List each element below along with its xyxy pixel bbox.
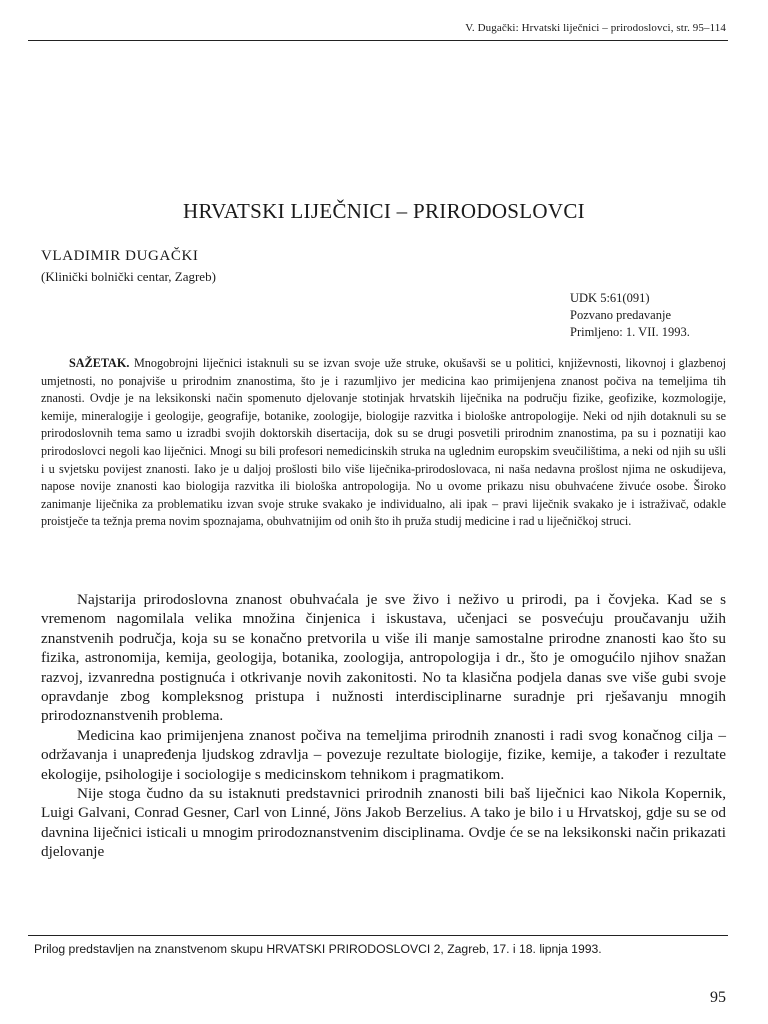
received-date: Primljeno: 1. VII. 1993.: [570, 325, 690, 339]
footnote-divider: [28, 935, 728, 936]
body-paragraph-2: Medicina kao primijenjena znanost počiva na temeljima prirodnih znanosti i radi svog konačnog cilja – održavanja i unapređenja ljudskog zdravlja – povezuje rezultate biologije, fizike, kemije, a također i rezultate ekologije, psihologije i sociologije s medicinskom tehnikom i pragmatikom.: [41, 726, 726, 783]
body-paragraph-1: Najstarija prirodoslovna znanost obuhvaćala je sve živo i neživo u prirodi, pa i čovjeka. Kad se s vremenom nagomilala velika množina činjenica i iskustava, učenjaci se posvećuju proučavanju užih znanstvenih područja, koja su se konačno pretvorila u više ili manje samostalne prirodne znanosti kao što su fizika, astronomija, kemija, geologija, botanika, zoologija, antropologija i dr., što je omogućilo njihov snažan razvoj, izvanredna postignuća i otkrivanje novih zakonitosti. No ta klasična podjela danas sve više gubi svoje opravdanje zbog kompleksnog pristupa i nužnosti interdisciplinarne suradnje pri rješavanju mnogih prirodoznanstvenih problema.: [41, 591, 726, 725]
udk-code: UDK 5:61(091): [570, 291, 650, 305]
abstract: [41, 355, 726, 531]
running-head: V. Dugački: Hrvatski liječnici – prirodoslovci, str. 95–114: [465, 22, 726, 34]
abstract-label: SAŽETAK.: [69, 356, 130, 370]
body-text: [41, 590, 726, 862]
body-paragraph-3: Nije stoga čudno da su istaknuti predstavnici prirodnih znanosti bili baš liječnici kao Nikola Kopernik, Luigi Galvani, Conrad Gesner, Carl von Linné, Jöns Jakob Berzelius. A tako je bilo i u Hrvatskoj, gdje su se od davnina liječnici isticali u mnogim prirodoznanstvenim disciplinama. Ovdje će se na leksikonski način prikazati djelovanje: [41, 785, 726, 861]
footnote: Prilog predstavljen na znanstvenom skupu HRVATSKI PRIRODOSLOVCI 2, Zagreb, 17. i 18. lipnja 1993.: [34, 942, 602, 956]
author-affiliation: (Klinički bolnički centar, Zagreb): [41, 269, 216, 284]
author-name: VLADIMIR DUGAČKI: [41, 248, 199, 264]
paper-type: Pozvano predavanje: [570, 308, 672, 322]
header-divider: [28, 40, 728, 41]
paper-title: HRVATSKI LIJEČNICI – PRIRODOSLOVCI: [183, 199, 585, 223]
paper-metadata: [570, 290, 690, 341]
page-number: 95: [710, 989, 726, 1006]
abstract-text: Mnogobrojni liječnici istaknuli su se izvan svoje uže struke, okušavši se u politici, književnosti, likovnoj i glazbenoj umjetnosti, no ponajviše u prirodnim znanostima, što je i razumljivo jer medicina kao primijenjena znanost počiva na temeljima tih znanosti. Ovdje je na leksikonski način spomenuto djelovanje stotinjak hrvatskih liječnika na području fizike, geofizike, kozmologije, kemije, mineralogije i geologije, geografije, botanike, zoologije, biologije razvitka i biološke antropologije. Neki od njih dotaknuli su se prirodoslovnih tema samo u izradbi svojih doktorskih disertacija, dok su se drugi posvetili prirodnim znanostima, pa su i poznatiji kao prirodoslovci negoli kao liječnici. Mnogi su bili profesori nemedicinskih struka na uglednim europskim sveučilištima, a neki od njih su ušli i u svjetsku povijest znanosti. Iako je u daljoj prošlosti bilo više liječnika-prirodoslovaca, ni naša nedavna prošlost njima ne oskudijeva, napose novije znanosti kao biologija razvitka ili biološka antropologija. No u ovome prikazu nisu obuhvaćene živuće osobe. Široko zanimanje liječnika za problematiku izvan svoje struke svakako je individualno, ali ipak – pravi liječnik svakako je i istraživač, odakle proistječe ta težnja prema novim spoznajama, obuhvatnijim od onih što ih pruža studij medicine i rad u liječničkoj struci.: [41, 356, 726, 529]
